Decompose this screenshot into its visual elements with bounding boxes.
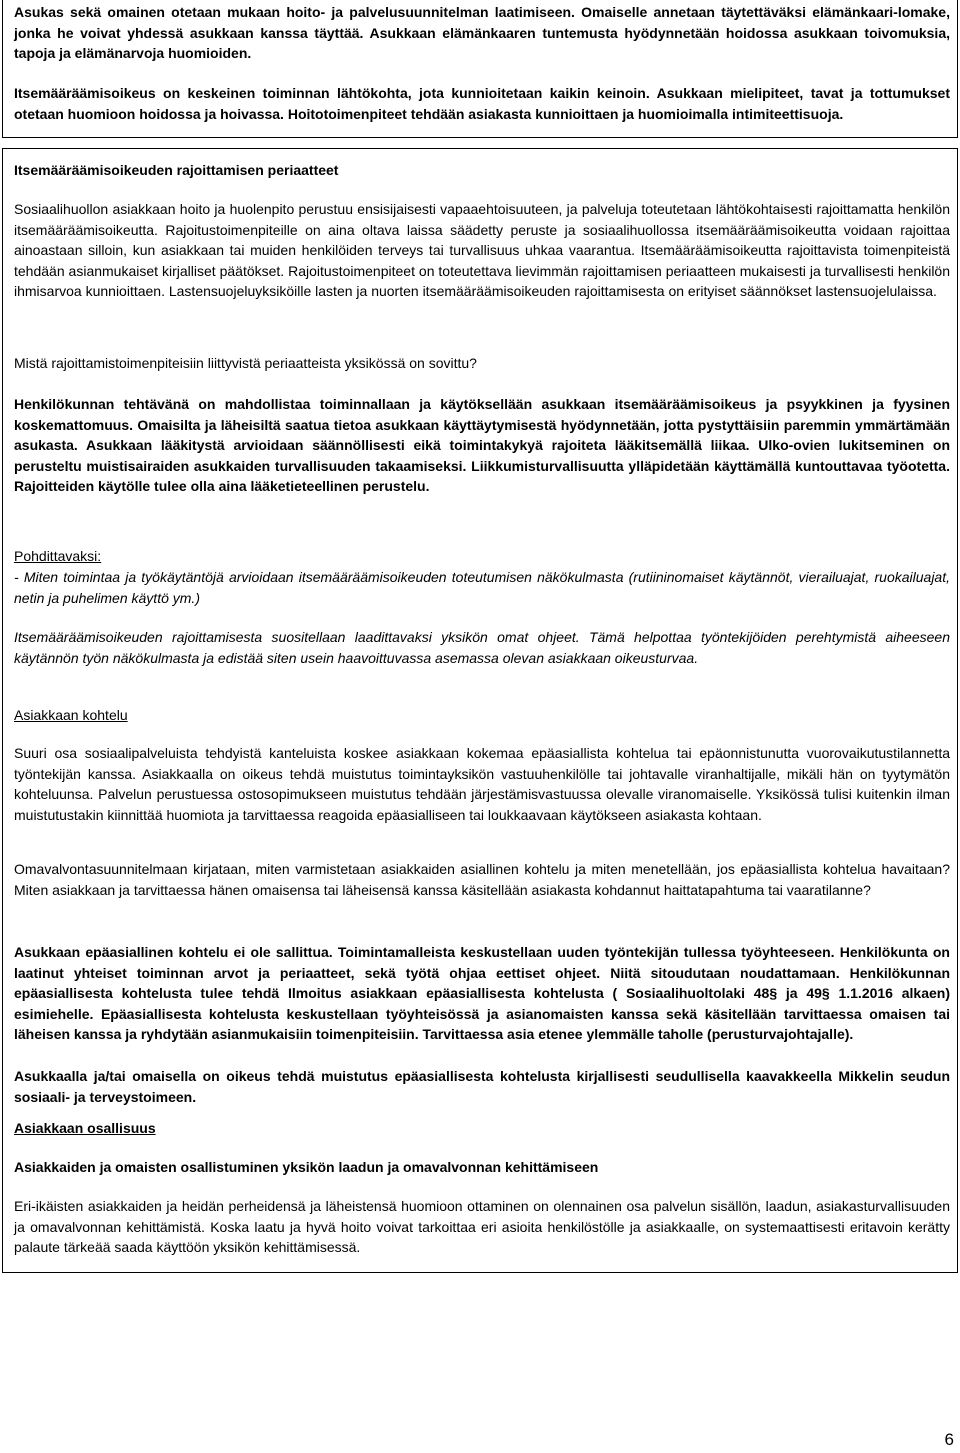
self-determination-question: Mistä rajoittamistoimenpiteisiin liittyvistä periaatteista yksikössä on sovittu? [14, 355, 477, 371]
intro-section [2, 0, 958, 138]
treatment-heading: Asiakkaan kohtelu [14, 707, 128, 723]
reflection-note: Itsemääräämisoikeuden rajoittamisesta suositellaan laadittavaksi yksikön omat ohjeet. Tämä helpottaa työntekijöiden perehtymistä aiheeseen käytännön työn näkökulmasta ja edistää siten usein haavoittuvassa asemassa olevan asiakkaan oikeusturvaa. [14, 629, 950, 666]
reflection-point: - Miten toimintaa ja työkäytäntöjä arvioidaan itsemääräämisoikeuden toteutumisen näkökulmasta (rutiininomaiset käytännöt, vierailuajat, ruokailuajat, netin ja puhelimen käyttö ym.) [14, 569, 950, 606]
treatment-answer: Asukkaan epäasiallinen kohtelu ei ole sallittua. Toimintamalleista keskustellaan uuden työntekijän tullessa työyhteeseen. Henkilökunta on laatinut yhteiset toiminnan arvot ja periaatteet, sekä työtä ohjaa eettiset ohjeet. Niitä sitoudutaan noudattamaan. Henkilökunnan epäasiallisesta kohtelusta tulee tehdä Ilmoitus asiakkaan epäasiallisesta kohtelusta ( Sosiaalihuoltolaki 48§ ja 49§ 1.1.2016 alkaen) esimiehelle. Epäasiallisesta kohtelusta keskustellaan työyhteisössä ja asianomaisten kanssa sekä käsitellään tarvittaessa omaisen tai läheisen kanssa ja ryhdytään asianmukaisiin toimenpiteisiin. Tarvittaessa asia etenee ylemmälle taholle (perusturvajohtajalle). [14, 944, 950, 1042]
participation-body: Eri-ikäisten asiakkaiden ja heidän perheidensä ja läheistensä huomioon ottaminen on olennainen osa palvelun sisällön, laadun, asiakasturvallisuuden ja omavalvonnan kehittämistä. Koska laatu ja hyvä hoito voivat tarkoittaa eri asioita henkilöstölle ja asiakkaalle, on systemaattisesti eritavoin kerätty palaute tärkeää saada käyttöön yksikön kehittämisessä. [14, 1198, 950, 1255]
self-determination-answer: Henkilökunnan tehtävänä on mahdollistaa toiminnallaan ja käytöksellään asukkaan itsemääräämisoikeus ja psyykkinen ja fyysinen koskemattomuus. Omaisilta ja läheisiltä saatua tietoa asukkaan käyttäytymisestä hyödynnetään, jotta pystyttäisiin paremmin ymmärtämään asukasta. Asukkaan lääkitystä arvioidaan säännöllisesti eikä toimintakykyä rajoiteta lääkitsemällä liikaa. Ulko-ovien lukitseminen on perusteltu muistisairaiden asukkaiden turvallisuuden takaamiseksi. Liikkumisturvallisuutta ylläpidetään käyttämällä kuntouttavaa työotetta. Rajoitteiden käytölle tulee olla aina lääketieteellinen perustelu. [14, 396, 950, 494]
intro-paragraph-self-determination: Itsemääräämisoikeus on keskeinen toiminnan lähtökohta, jota kunnioitetaan kaikin keinoin. Asukkaan mielipiteet, tavat ja tottumukset otetaan huomioon hoidossa ja hoivassa. Hoitotoimenpiteet tehdään asiakasta kunnioittaen ja huomioimalla intimiteettisuoja. [14, 85, 950, 122]
participation-heading: Asiakkaan osallisuus [14, 1120, 156, 1136]
treatment-body: Suuri osa sosiaalipalveluista tehdyistä kanteluista koskee asiakkaan kokemaa epäasiallista kohtelua tai epäonnistunutta vuorovaikutustilannetta työntekijän kanssa. Asiakkaalla on oikeus tehdä muistutus toimintayksikön vastuuhenkilölle tai johtavalle viranhaltijalle, mikäli hän on tyytymätön kohteluunsa. Palvelun perustuessa ostosopimukseen muistutus tehdään järjestämisvastuussa olevalle viranomaiselle. Yksikössä tulisi kuitenkin ilman muistutustakin kiinnittää huomiota ja tarvittaessa reagoida epäasialliseen tai loukkaavaan käytökseen asiakasta kohtaan. [14, 745, 950, 823]
self-determination-heading: Itsemääräämisoikeuden rajoittamisen periaatteet [14, 162, 339, 178]
page-number: 6 [944, 1430, 954, 1449]
intro-paragraph-family: Asukas sekä omainen otetaan mukaan hoito- ja palvelusuunnitelman laatimiseen. Omaiselle annetaan täytettäväksi elämänkaari-lomake, jonka he voivat yhdessä asukkaan kanssa täyttää. Asukkaan elämänkaaren tuntemusta hyödynnetään hoidossa asukkaan toivomuksia, tapoja ja elämänarvoja huomioiden. [14, 4, 950, 61]
reflection-label: Pohdittavaksi: [14, 548, 102, 564]
participation-subheading: Asiakkaiden ja omaisten osallistuminen yksikön laadun ja omavalvonnan kehittämiseen [14, 1159, 599, 1175]
self-determination-body: Sosiaalihuollon asiakkaan hoito ja huolenpito perustuu ensisijaisesti vapaaehtoisuuteen, ja palveluja toteutetaan lähtökohtaisesti rajoittamatta henkilön itsemääräämisoikeutta. Rajoitustoimenpiteille on aina oltava laissa säädetty peruste ja sosiaalihuollossa itsemääräämisoikeutta voidaan rajoittaa ainoastaan silloin, kun asiakkaan tai muiden henkilöiden terveys tai turvallisuus uhkaa vaarantua. Itsemääräämisoikeutta rajoittavista toimenpiteistä tehdään asianmukaiset kirjalliset päätökset. Rajoitustoimenpiteet on toteutettava lievimmän rajoittamisen periaatteen mukaisesti ja turvallisesti henkilön ihmisarvoa kunnioittaen. Lastensuojeluyksiköille lasten ja nuorten itsemääräämisoikeuden rajoittamisesta on erityiset säännökset lastensuojelulaissa. [14, 201, 950, 299]
treatment-question: Omavalvontasuunnitelmaan kirjataan, miten varmistetaan asiakkaiden asiallinen kohtelu ja miten menetellään, jos epäasiallista kohtelua havaitaan? Miten asiakkaan ja tarvittaessa hänen omaisensa tai läheisensä kanssa käsitellään asiakasta kohdannut haittatapahtuma tai vaaratilanne? [14, 861, 950, 898]
treatment-complaint-note: Asukkaalla ja/tai omaisella on oikeus tehdä muistutus epäasiallisesta kohtelusta kirjallisesti seudullisella kaavakkeella Mikkelin seudun sosiaali- ja terveystoimeen. [14, 1068, 950, 1105]
main-section [2, 148, 958, 1273]
